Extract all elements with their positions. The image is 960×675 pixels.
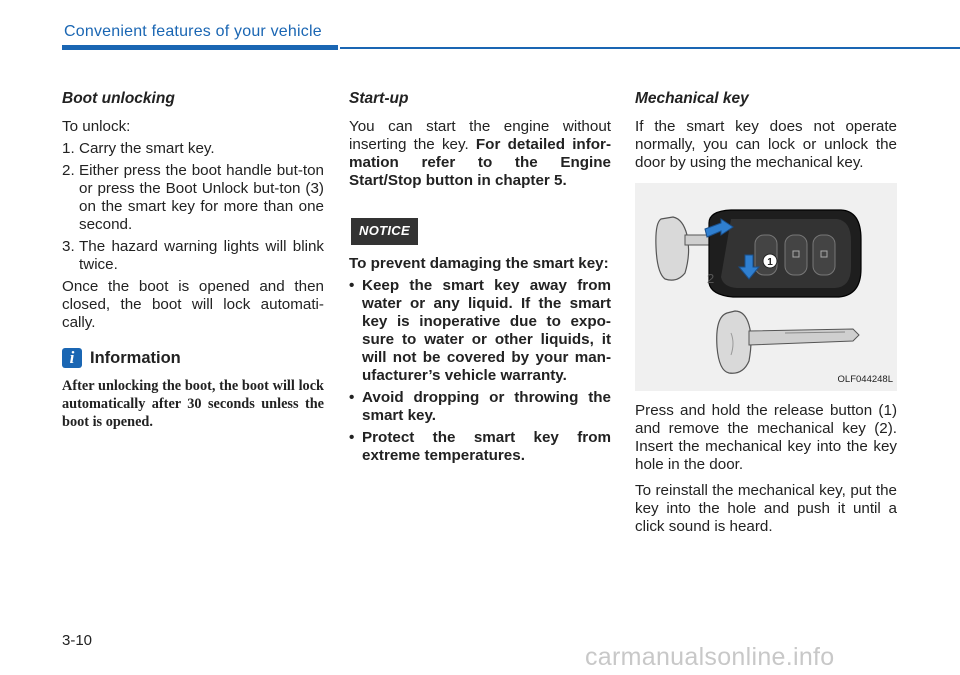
mechanical-key-heading: Mechanical key [635, 90, 749, 107]
figure-code: OLF044248L [837, 374, 893, 385]
boot-step [62, 140, 324, 158]
boot-step [62, 162, 324, 234]
notice-bullet [349, 429, 611, 465]
boot-unlocking-heading: Boot unlocking [62, 90, 175, 107]
step-number: 1. [62, 140, 75, 157]
start-up-text-plain: You can start the engine without inserting the key. [349, 118, 611, 153]
header-title: Convenient features of your vehicle [64, 23, 322, 40]
mechanical-key-intro: If the smart key does not operate normally, you can lock or unlock the door by using the mechanical key. [635, 118, 897, 171]
bullet-text: Keep the smart key away from water or any liquid. If the smart key is inoperative due to expo-sure to water or other liquids, it will not be covered by your man-ufacturer’s vehicle warranty. [362, 277, 611, 384]
information-title: Information [90, 349, 181, 367]
smart-key-figure [635, 183, 897, 391]
information-icon: i [62, 348, 82, 368]
mechanical-key-para2: To reinstall the mechanical key, put the key into the hole and push it until a click sound is heard. [635, 482, 897, 535]
step-text: Either press the boot handle but-ton or press the Boot Unlock but-ton (3) on the smart key for more than one second. [79, 162, 324, 233]
bullet-text: Protect the smart key from extreme temperatures. [362, 429, 611, 464]
notice-bullet [349, 389, 611, 425]
column-start-up [349, 90, 611, 469]
information-header [62, 348, 324, 368]
step-number: 3. [62, 238, 75, 255]
column-boot-unlocking [62, 90, 324, 431]
step-text: The hazard warning lights will blink twice. [79, 238, 324, 273]
figure-label-2: 2 [707, 271, 715, 286]
page-number: 3-10 [62, 632, 93, 649]
information-text: After unlocking the boot, the boot will lock automatically after 30 seconds unless the boot is opened. [62, 378, 324, 430]
bullet-text: Avoid dropping or throwing the smart key. [362, 389, 611, 424]
boot-steps-list [62, 140, 324, 274]
step-text: Carry the smart key. [79, 140, 215, 157]
mechanical-key-para1: Press and hold the release button (1) and remove the mechanical key (2). Insert the mechanical key into the key hole in the door. [635, 402, 897, 473]
bullet-dot-icon: • [349, 389, 355, 406]
step-number: 2. [62, 162, 75, 179]
boot-intro: To unlock: [62, 118, 131, 135]
header-bar-left [62, 45, 338, 50]
bullet-dot-icon: • [349, 429, 355, 446]
bullet-dot-icon: • [349, 277, 355, 294]
smart-key-illustration [635, 183, 897, 391]
watermark: carmanualsonline.info [585, 643, 835, 671]
notice-badge: NOTICE [351, 218, 418, 245]
column-mechanical-key [635, 90, 897, 540]
start-up-text [349, 118, 611, 190]
start-up-text-bold: For detailed infor-mation refer to the Engine Start/Stop button in chapter 5. [349, 136, 611, 189]
notice-intro: To prevent damaging the smart key: [349, 255, 609, 272]
boot-step [62, 238, 324, 274]
start-up-heading: Start-up [349, 90, 409, 107]
header-bar-right [340, 47, 960, 49]
boot-after-text: Once the boot is opened and then closed, the boot will lock automati-cally. [62, 278, 324, 331]
notice-bullets [349, 277, 611, 465]
notice-bullet [349, 277, 611, 385]
figure-label-1: 1 [767, 257, 773, 268]
